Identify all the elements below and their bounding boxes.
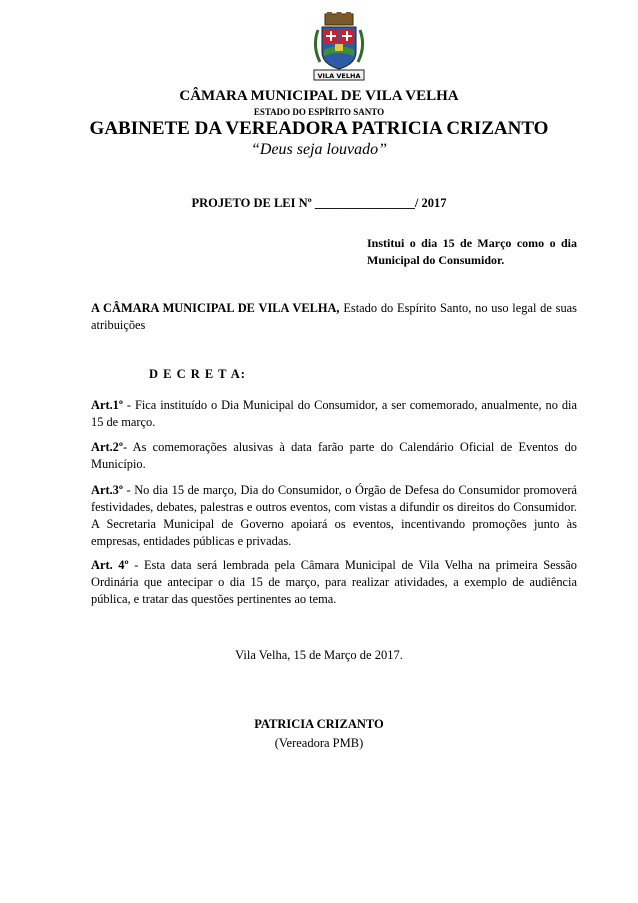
article-text: - As comemorações alusivas à data farão parte do Calendário Oficial de Eventos do Município. xyxy=(91,440,577,471)
municipal-coat-of-arms xyxy=(308,12,370,82)
article-text: - Fica instituído o Dia Municipal do Consumidor, a ser comemorado, anualmente, no dia 15 de março. xyxy=(91,398,577,429)
article-label: Art.3º xyxy=(91,483,123,497)
article-text: - No dia 15 de março, Dia do Consumidor, o Órgão de Defesa do Consumidor promoverá festividades, debates, palestras e outros eventos, com vistas a difundir os direitos do Consumidor. A Secretaria Municipal de Governo apoiará os eventos, incentivando promoções junto às empresas, entidades públicas e privadas. xyxy=(91,483,577,548)
article-1 xyxy=(91,397,577,431)
preamble-heading: A CÂMARA MUNICIPAL DE VILA VELHA, xyxy=(91,301,340,315)
state-subtitle: ESTADO DO ESPÍRITO SANTO xyxy=(253,107,385,117)
document-date: Vila Velha, 15 de Março de 2017. xyxy=(235,648,403,662)
article-label: Art. 4º xyxy=(91,558,129,572)
article-2 xyxy=(91,439,577,473)
signatory-role: (Vereadora PMB) xyxy=(274,736,364,750)
preamble xyxy=(91,300,577,334)
institution-title: CÂMARA MUNICIPAL DE VILA VELHA xyxy=(179,88,459,104)
motto: “Deus seja louvado” xyxy=(251,141,387,158)
article-label: Art.1º xyxy=(91,398,123,412)
bill-number: PROJETO DE LEI Nº ________________/ 2017 xyxy=(191,196,447,210)
bill-summary: Institui o dia 15 de Março como o dia Municipal do Consumidor. xyxy=(367,236,577,267)
office-title: GABINETE DA VEREADORA PATRICIA CRIZANTO xyxy=(89,118,549,139)
signatory-name: PATRICIA CRIZANTO xyxy=(254,717,384,731)
article-3 xyxy=(91,482,577,550)
preamble-text: Estado do Espírito Santo, no uso legal de suas atribuições xyxy=(91,301,577,332)
article-4 xyxy=(91,557,577,608)
decreta-heading: D E C R E T A: xyxy=(149,367,246,381)
article-text: - Esta data será lembrada pela Câmara Municipal de Vila Velha na primeira Sessão Ordinária que antecipar o dia 15 de março, para realizar atividades, a exemplo de audiência pública, e tratar das questões pertinentes ao tema. xyxy=(91,558,577,606)
crest-banner-text: VILA VELHA xyxy=(317,72,361,80)
article-label: Art.2º xyxy=(91,440,123,454)
